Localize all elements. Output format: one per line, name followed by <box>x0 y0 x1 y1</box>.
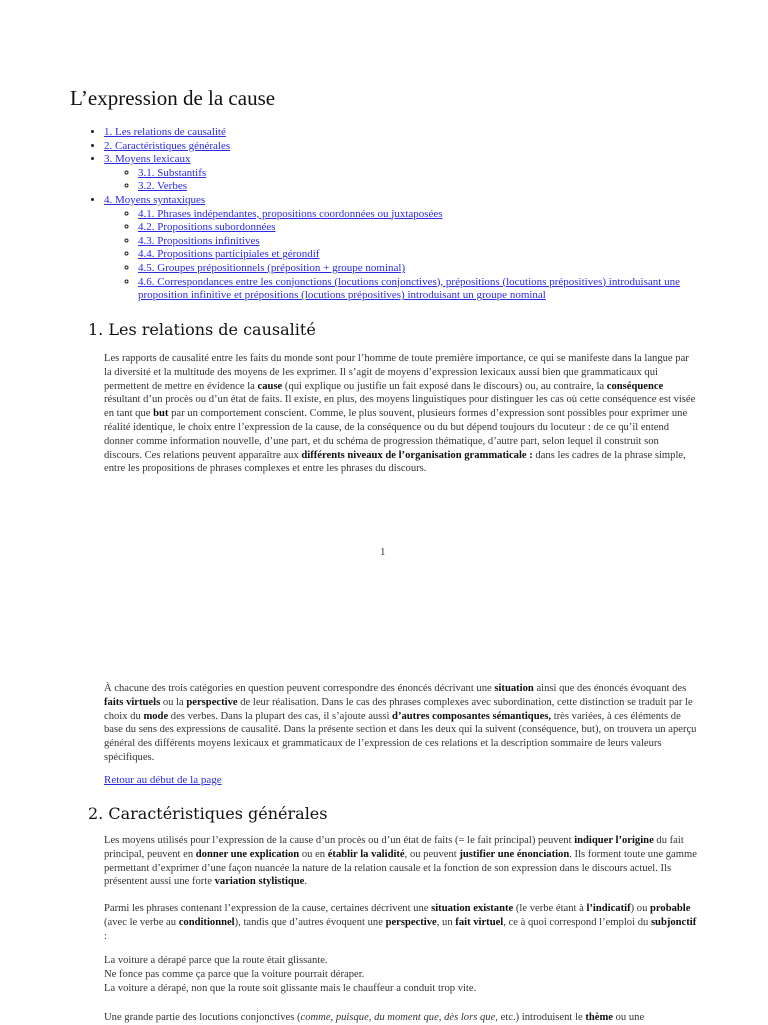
toc-subitem <box>138 248 724 262</box>
toc-link-substantifs[interactable]: 3.1. Substantifs <box>138 166 207 179</box>
bold-term: mode <box>143 710 169 722</box>
text: , ou peuvent <box>404 848 460 860</box>
bold-term: perspective <box>385 916 437 928</box>
toc-link-infinitives[interactable]: 4.3. Propositions infinitives <box>138 234 260 247</box>
paragraph-caracteristiques-1 <box>104 834 698 889</box>
examples-block <box>104 954 476 995</box>
text: : <box>104 930 107 942</box>
toc-item <box>104 126 724 140</box>
toc-subitem <box>138 276 724 303</box>
example-sentence: Ne fonce pas comme ça parce que la voiture pourrait déraper. <box>104 968 365 980</box>
text: très variées, à ces éléments de base du sens des expressions de causalité. Dans la présente section et dans les deux qui la suivent (conséquence, but), on trouvera un aperçu général des différents moyens lexicaux et grammaticaux de l’expression de ces relations et la description sommaire de leurs valeurs spécifiques. <box>104 710 697 763</box>
text: (avec le verbe au <box>104 916 179 928</box>
toc-link-correspondances[interactable]: 4.6. Correspondances entre les conjonctions (locutions conjonctives), prépositions (locutions prépositives) introduisant une proposition infinitive et prépositions (locutions prépositives) introduisant un groupe nominal <box>138 275 680 302</box>
bold-term: d’autres composantes sémantiques, <box>392 710 552 722</box>
page-title: L’expression de la cause <box>70 86 276 110</box>
toc-subitem <box>138 167 724 181</box>
paragraph-caracteristiques-3 <box>104 1011 698 1025</box>
text: de leur réalisation. Dans le cas des phrases complexes avec subordination, cette distinction se traduit par le choix du <box>104 696 693 722</box>
paragraph-caracteristiques-2 <box>104 902 698 943</box>
toc-link-relations[interactable]: 1. Les relations de causalité <box>104 126 226 138</box>
text: dans les cadres de la phrase simple, entre les propositions de phrases complexes et entre les phrases du discours. <box>104 449 686 475</box>
toc-link-moyens-lexicaux[interactable]: 3. Moyens lexicaux <box>104 153 191 166</box>
text: . Ils forment toute une gamme permettant d’exprimer d’une façon nuancée la nature de la relation causale et la fonction de son expression dans le discours actuel. Ils présentent aussi une forte <box>104 848 697 888</box>
toc-link-phrases-independantes[interactable]: 4.1. Phrases indépendantes, propositions coordonnées ou juxtaposées <box>138 207 443 220</box>
text: des verbes. Dans la plupart des cas, il s’ajoute aussi <box>168 710 393 722</box>
section-heading-relations: 1. Les relations de causalité <box>88 320 316 339</box>
text: ou la <box>160 696 187 708</box>
page-number: 1 <box>380 546 386 558</box>
bold-term: établir la validité <box>327 848 405 860</box>
text: ) ou <box>630 903 651 914</box>
bold-term: indiquer l’origine <box>574 835 654 846</box>
bold-term: conditionnel <box>178 916 235 928</box>
bold-term: justifier une énonciation <box>459 848 570 860</box>
bold-term: l’indicatif <box>586 903 631 914</box>
bold-term: probable <box>650 903 691 914</box>
bold-term: situation existante <box>431 903 514 914</box>
text: du fait principal, peuvent en <box>104 835 684 860</box>
bold-term: situation <box>494 683 534 694</box>
toc-subitem <box>138 180 724 194</box>
toc-sublist <box>104 208 724 303</box>
text: par un comportement conscient. Comme, le plus souvent, plusieurs formes d’expression sont possibles pour exprimer une réalité identique, le choix entre l’expression de la cause, de la conséquence ou du but dépend toujours du locuteur : de ce qu’il entend donner comme information nouvelle, d’une part, et du schéma de progression thématique, d’autre part, selon lequel il construit son discours. Ces relations peuvent apparaître aux <box>104 408 688 461</box>
toc-subitem <box>138 235 724 249</box>
text: , ce à quoi correspond l’emploi du <box>503 916 651 928</box>
example-sentence: La voiture a dérapé parce que la route était glissante. <box>104 955 328 966</box>
text: ou en <box>299 848 328 860</box>
text: , etc.) introduisent le <box>495 1012 586 1023</box>
back-to-top <box>104 774 222 786</box>
toc-subitem <box>138 208 724 222</box>
text: , un <box>436 916 456 928</box>
toc-item <box>104 140 724 154</box>
toc-item <box>104 194 724 303</box>
paragraph-relations-2 <box>104 682 698 765</box>
bold-term: perspective <box>186 696 238 708</box>
toc-link-caracteristiques[interactable]: 2. Caractéristiques générales <box>104 139 231 152</box>
bold-term: subjonctif <box>650 916 697 928</box>
text: Une grande partie des locutions conjonctives ( <box>104 1012 301 1023</box>
toc-sublist <box>104 167 724 194</box>
text: (qui explique ou justifie un fait exposé dans le discours) ou, au contraire, la <box>282 380 607 392</box>
bold-term: but <box>153 408 169 420</box>
example-sentence: La voiture a dérapé, non que la route soit glissante mais le chauffeur a conduit trop vite. <box>104 982 477 994</box>
text: . <box>304 876 308 888</box>
table-of-contents <box>88 126 724 303</box>
toc-item <box>104 153 724 194</box>
toc-link-moyens-syntaxiques[interactable]: 4. Moyens syntaxiques <box>104 193 206 206</box>
text: Parmi les phrases contenant l’expression de la cause, certaines décrivent une <box>104 903 432 914</box>
toc-link-groupes-prepositionnels[interactable]: 4.5. Groupes prépositionnels (préposition + groupe nominal) <box>138 261 406 274</box>
bold-term: conséquence <box>606 380 664 392</box>
text: À chacune des trois catégories en question peuvent correspondre des énoncés décrivant une <box>104 683 495 694</box>
toc-link-verbes[interactable]: 3.2. Verbes <box>138 180 187 193</box>
toc-subitem <box>138 262 724 276</box>
bold-term: donner une explication <box>195 848 300 860</box>
text: ainsi que des énoncés évoquant des <box>533 683 687 694</box>
italic-term: comme, puisque, du moment que, dès lors que <box>300 1012 496 1023</box>
toc-link-subordonnees[interactable]: 4.2. Propositions subordonnées <box>138 221 276 234</box>
text: Les moyens utilisés pour l’expression de la cause d’un procès ou d’un état de faits (= le fait principal) peuvent <box>104 835 575 846</box>
toc-subitem <box>138 221 724 235</box>
text: ou une <box>612 1012 645 1023</box>
bold-term: fait virtuel <box>455 916 504 928</box>
bold-term: cause <box>257 380 283 392</box>
text: résultant d’un procès ou d’un état de faits. Il existe, en plus, des moyens linguistiques pour distinguer les cas où cette conséquence est visée en tant que <box>104 394 696 420</box>
text: (le verbe étant à <box>513 903 587 914</box>
bold-term: faits virtuels <box>104 696 161 708</box>
bold-term: thème <box>585 1012 613 1023</box>
paragraph-relations-1 <box>104 352 698 476</box>
bold-term: variation stylistique <box>214 876 305 888</box>
section-heading-caracteristiques: 2. Caractéristiques générales <box>88 804 328 823</box>
text: Les rapports de causalité entre les faits du monde sont pour l’homme de toute première importance, ce qui se manifeste dans la langue par la diversité et la multitude des moyens de les exprimer. Il s’agit de moyens d’expression lexicaux aussi bien que grammaticaux qui permettent de mettre en évidence la <box>104 353 689 392</box>
back-to-top-link[interactable]: Retour au début de la page <box>104 774 222 786</box>
toc-link-participiales[interactable]: 4.4. Propositions participiales et gérondif <box>138 248 320 261</box>
bold-term: différents niveaux de l’organisation grammaticale : <box>301 449 533 461</box>
text: ), tandis que d’autres évoquent une <box>234 916 386 928</box>
